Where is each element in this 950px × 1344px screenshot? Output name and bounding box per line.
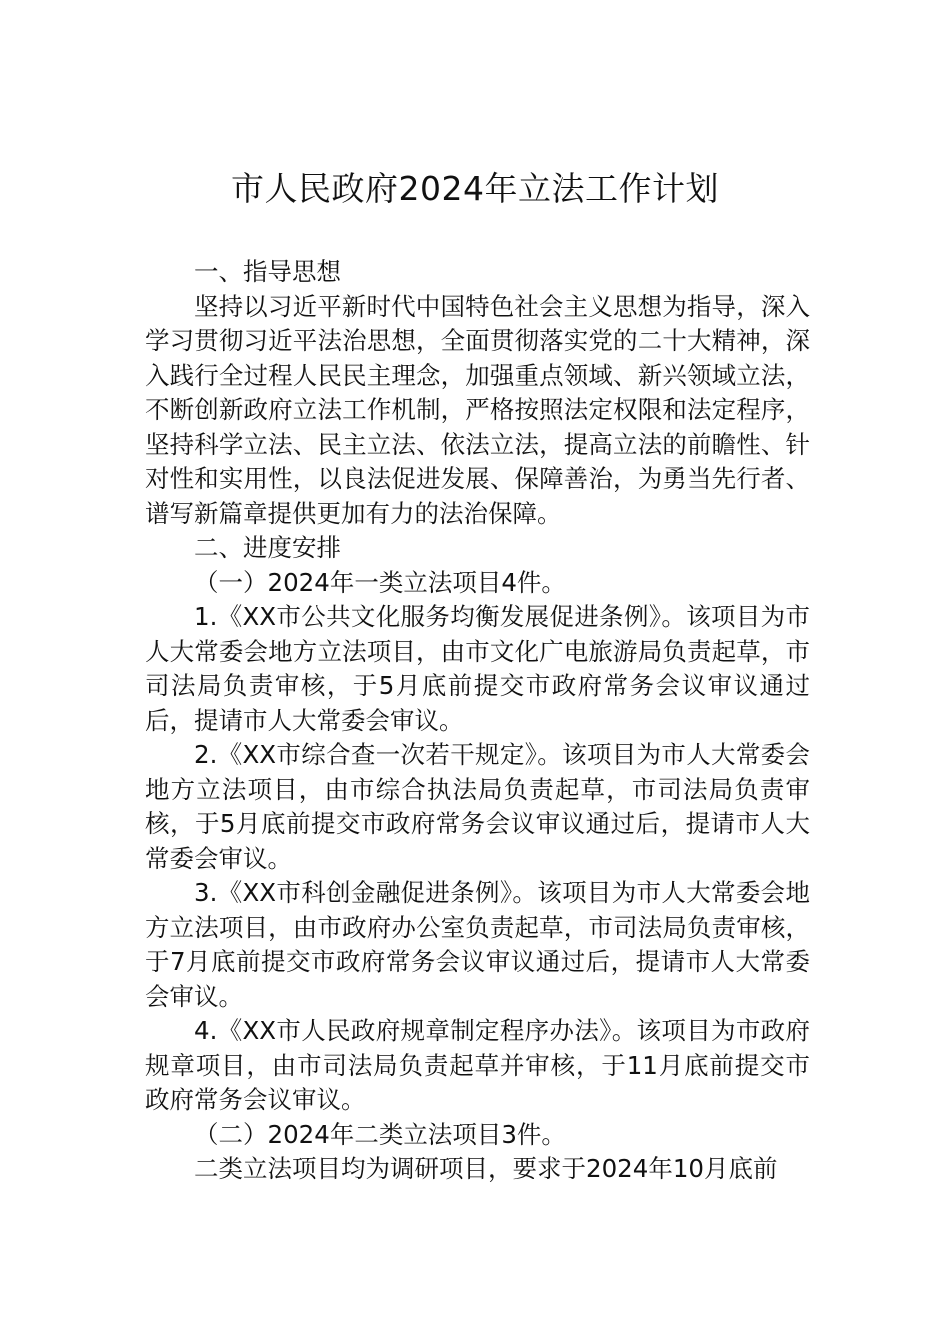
subsection-heading-category-two: （二）2024年二类立法项目3件。 <box>194 1119 566 1149</box>
project-item-2: 2.《XX市综合查一次若干规定》。该项目为市人大常委会地方立法项目，由市综合执法局负责起草，市司法局负责审核，于5月底前提交市政府常务会议审议通过后，提请市人大常委会审议。 <box>145 740 810 873</box>
subsection-heading-category-one: （一）2024年一类立法项目4件。 <box>194 567 566 597</box>
paragraph-category-two: 二类立法项目均为调研项目，要求于2024年10月底前 <box>194 1154 778 1183</box>
paragraph-guiding-ideology: 坚持以习近平新时代中国特色社会主义思想为指导，深入学习贯彻习近平法治思想，全面贯彻落实党的二十大精神，深入践行全过程人民民主理念，加强重点领域、新兴领域立法，不断创新政府立法工作机制，严格按照法定权限和法定程序，坚持科学立法、民主立法、依法立法，提高立法的前瞻性、针对性和实用性，以良法促进发展、保障善治，为勇当先行者、谱写新篇章提供更加有力的法治保障。 <box>145 291 810 528</box>
document-body <box>145 255 810 1187</box>
project-item-1: 1.《XX市公共文化服务均衡发展促进条例》。该项目为市人大常委会地方立法项目，由市文化广电旅游局负责起草，市司法局负责审核，于5月底前提交市政府常务会议审议通过后，提请市人大常委会审议。 <box>145 602 810 735</box>
document-title: 市人民政府2024年立法工作计划 <box>231 169 719 208</box>
section-heading-schedule: 二、进度安排 <box>194 533 341 562</box>
section-heading-guiding-ideology: 一、指导思想 <box>194 257 341 286</box>
project-item-4: 4.《XX市人民政府规章制定程序办法》。该项目为市政府规章项目，由市司法局负责起草并审核，于11月底前提交市政府常务会议审议。 <box>145 1016 810 1114</box>
project-item-3: 3.《XX市科创金融促进条例》。该项目为市人大常委会地方立法项目，由市政府办公室负责起草，市司法局负责审核，于7月底前提交市政府常务会议审议通过后，提请市人大常委会审议。 <box>145 878 810 1011</box>
